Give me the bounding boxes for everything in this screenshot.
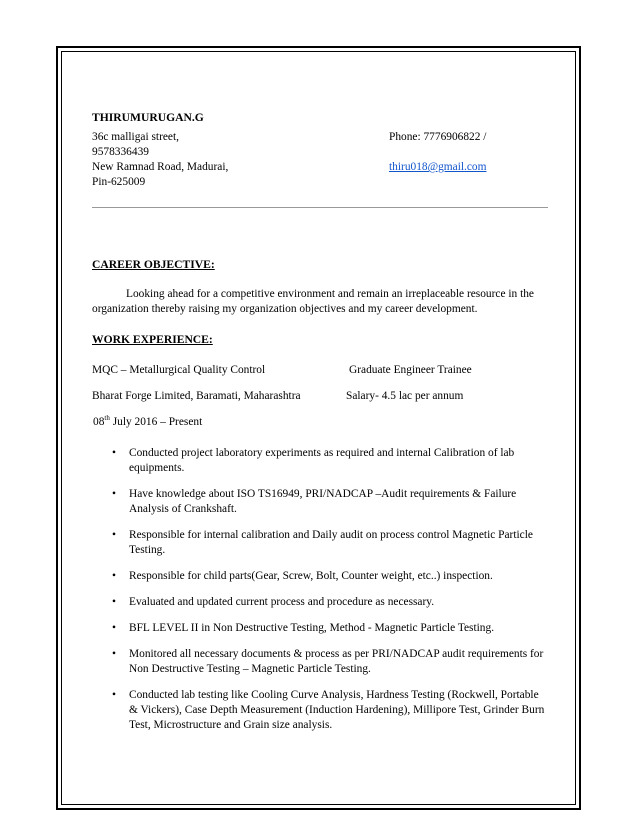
- work-dates: [93, 415, 202, 430]
- list-item: • Have knowledge about ISO TS16949, PRI/NADCAP –Audit requirements & Failure Analysis of Crankshaft.: [112, 488, 517, 515]
- work-company: Bharat Forge Limited, Baramati, Maharashtra: [92, 390, 301, 402]
- career-objective-heading: CAREER OBJECTIVE:: [92, 258, 215, 271]
- address-line-2: New Ramnad Road, Madurai,: [92, 161, 229, 173]
- bullet-icon: •: [112, 622, 116, 634]
- bullet-icon: •: [112, 570, 116, 582]
- list-item: • Responsible for internal calibration and Daily audit on process control Magnetic Particle Testing.: [112, 529, 533, 556]
- phone-number-continued: 9578336439: [92, 146, 149, 158]
- header-divider: [92, 207, 548, 208]
- work-role: Graduate Engineer Trainee: [349, 364, 472, 376]
- career-objective-text: Looking ahead for a competitive environment and remain an irreplaceable resource in the organization thereby raising my organization objectives and my career development.: [92, 288, 534, 315]
- list-item: • Conducted project laboratory experiments as required and internal Calibration of lab equipments.: [112, 447, 515, 474]
- work-date-rest: July 2016 – Present: [109, 416, 203, 428]
- email-link[interactable]: thiru018@gmail.com: [389, 161, 487, 173]
- address-line-1: 36c malligai street,: [92, 131, 179, 143]
- list-item: • Evaluated and updated current process and procedure as necessary.: [112, 596, 435, 608]
- candidate-name: THIRUMURUGAN.G: [92, 111, 204, 124]
- bullet-icon: •: [112, 596, 116, 608]
- bullet-icon: •: [112, 447, 116, 459]
- phone-number: Phone: 7776906822 /: [389, 131, 487, 143]
- work-responsibilities-list: [92, 446, 548, 744]
- list-item: • Conducted lab testing like Cooling Curve Analysis, Hardness Testing (Rockwell, Portable & Vickers), Case Depth Measurement (Induction Hardening), Millipore Test, Grinder Burn Test, Microstructure and Grain size analysis.: [112, 689, 545, 731]
- bullet-icon: •: [112, 488, 116, 500]
- list-item: • BFL LEVEL II in Non Destructive Testing, Method - Magnetic Particle Testing.: [112, 622, 495, 634]
- bullet-icon: •: [112, 648, 116, 660]
- bullet-icon: •: [112, 689, 116, 701]
- work-date-day: 08: [93, 416, 105, 428]
- list-item: • Monitored all necessary documents & process as per PRI/NADCAP audit requirements for Non Destructive Testing – Magnetic Particle Testing.: [112, 648, 544, 675]
- address-pin: Pin-625009: [92, 176, 146, 188]
- work-department: MQC – Metallurgical Quality Control: [92, 364, 266, 376]
- work-experience-heading: WORK EXPERIENCE:: [92, 333, 213, 346]
- bullet-icon: •: [112, 529, 116, 541]
- list-item: • Responsible for child parts(Gear, Screw, Bolt, Counter weight, etc..) inspection.: [112, 570, 493, 582]
- work-date-suffix: th: [104, 414, 110, 423]
- work-salary: Salary- 4.5 lac per annum: [346, 390, 464, 402]
